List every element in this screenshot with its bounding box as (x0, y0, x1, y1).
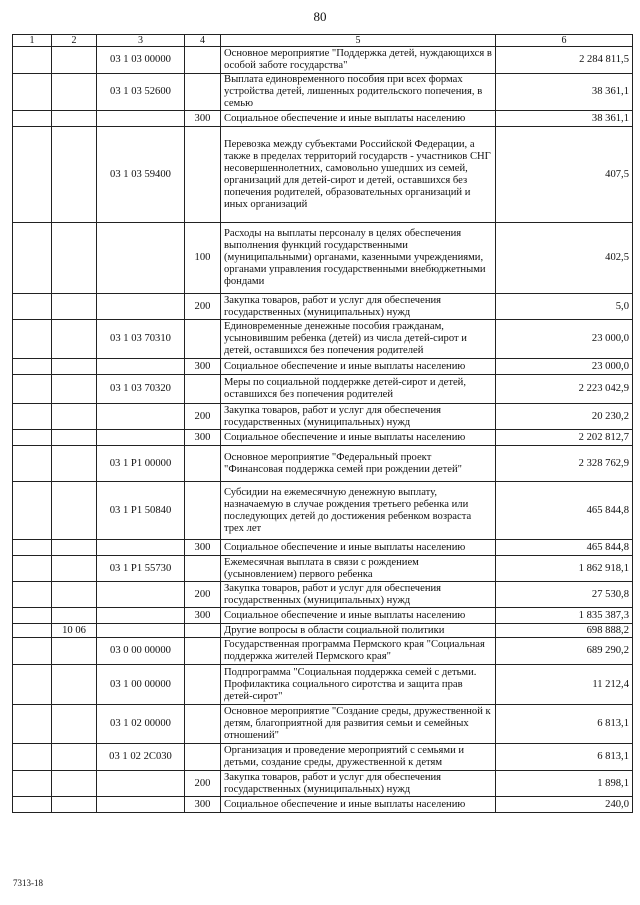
table-cell-col1 (13, 404, 52, 430)
table-cell-col1 (13, 223, 52, 294)
table-cell-description: Организация и проведение мероприятий с семьями и детьми, создание среды, дружественной к детям (221, 744, 496, 771)
table-cell-type (185, 47, 221, 74)
column-header: 4 (185, 35, 221, 47)
table-row (13, 556, 633, 582)
table-cell-type (185, 74, 221, 111)
table-cell-col1 (13, 556, 52, 582)
table-cell-amount: 2 284 811,5 (496, 47, 633, 74)
table-cell-col2 (52, 771, 97, 797)
table-cell-col2 (52, 404, 97, 430)
table-cell-code: 03 1 03 70310 (97, 320, 185, 359)
table-cell-type (185, 744, 221, 771)
table-cell-code (97, 111, 185, 127)
table-row (13, 665, 633, 705)
table-cell-col1 (13, 540, 52, 556)
table-cell-col1 (13, 446, 52, 482)
table-cell-amount: 5,0 (496, 294, 633, 320)
table-cell-type (185, 705, 221, 744)
table-cell-description: Закупка товаров, работ и услуг для обеспечения государственных (муниципальных) нужд (221, 582, 496, 608)
budget-table (12, 34, 633, 813)
table-cell-code: 03 0 00 00000 (97, 638, 185, 665)
column-header: 3 (97, 35, 185, 47)
table-cell-col2 (52, 797, 97, 813)
table-row (13, 430, 633, 446)
table-cell-col1 (13, 320, 52, 359)
table-cell-type (185, 446, 221, 482)
table-cell-col2 (52, 556, 97, 582)
table-cell-col2 (52, 638, 97, 665)
table-cell-description: Основное мероприятие "Федеральный проект "Финансовая поддержка семей при рождении детей" (221, 446, 496, 482)
table-cell-col1 (13, 359, 52, 375)
table-cell-type (185, 375, 221, 404)
table-cell-amount: 1 898,1 (496, 771, 633, 797)
table-cell-amount: 11 212,4 (496, 665, 633, 705)
table-cell-amount: 2 328 762,9 (496, 446, 633, 482)
table-cell-description: Основное мероприятие "Поддержка детей, нуждающихся в особой заботе государства" (221, 47, 496, 74)
table-cell-col2 (52, 127, 97, 223)
table-row (13, 638, 633, 665)
table-cell-code: 03 1 P1 00000 (97, 446, 185, 482)
table-cell-col1 (13, 608, 52, 624)
table-cell-col2 (52, 320, 97, 359)
table-cell-col1 (13, 771, 52, 797)
table-cell-col2 (52, 375, 97, 404)
table-row (13, 582, 633, 608)
table-cell-col1 (13, 47, 52, 74)
table-cell-amount: 23 000,0 (496, 320, 633, 359)
table-cell-type: 300 (185, 608, 221, 624)
table-row (13, 223, 633, 294)
table-cell-amount: 689 290,2 (496, 638, 633, 665)
table-cell-description: Социальное обеспечение и иные выплаты населению (221, 430, 496, 446)
table-cell-amount: 698 888,2 (496, 624, 633, 638)
table-cell-type: 300 (185, 111, 221, 127)
table-cell-col2 (52, 74, 97, 111)
table-cell-amount: 2 202 812,7 (496, 430, 633, 446)
table-cell-code (97, 294, 185, 320)
table-cell-amount: 402,5 (496, 223, 633, 294)
table-row (13, 797, 633, 813)
table-cell-col2: 10 06 (52, 624, 97, 638)
table-cell-col2 (52, 540, 97, 556)
table-cell-col2 (52, 446, 97, 482)
table-cell-type (185, 482, 221, 540)
table-row (13, 111, 633, 127)
table-cell-code: 03 1 00 00000 (97, 665, 185, 705)
table-cell-type (185, 320, 221, 359)
table-cell-code (97, 223, 185, 294)
column-header: 2 (52, 35, 97, 47)
column-header: 6 (496, 35, 633, 47)
table-cell-amount: 407,5 (496, 127, 633, 223)
table-cell-code: 03 1 P1 50840 (97, 482, 185, 540)
table-cell-col1 (13, 624, 52, 638)
table-cell-col1 (13, 797, 52, 813)
table-cell-description: Единовременные денежные пособия гражданам, усыновившим ребенка (детей) из числа детей-сирот и детей, оставшихся без попечения родителей (221, 320, 496, 359)
table-cell-amount: 38 361,1 (496, 111, 633, 127)
table-row (13, 127, 633, 223)
table-cell-col1 (13, 665, 52, 705)
table-cell-type: 200 (185, 582, 221, 608)
table-cell-amount: 465 844,8 (496, 540, 633, 556)
column-header: 1 (13, 35, 52, 47)
table-cell-description: Закупка товаров, работ и услуг для обеспечения государственных (муниципальных) нужд (221, 294, 496, 320)
table-header-row (13, 35, 633, 47)
table-cell-code: 03 1 03 52600 (97, 74, 185, 111)
table-cell-amount: 240,0 (496, 797, 633, 813)
table-cell-amount: 2 223 042,9 (496, 375, 633, 404)
table-cell-amount: 38 361,1 (496, 74, 633, 111)
table-cell-col1 (13, 74, 52, 111)
table-cell-description: Социальное обеспечение и иные выплаты населению (221, 111, 496, 127)
table-cell-col2 (52, 744, 97, 771)
table-cell-col1 (13, 375, 52, 404)
table-cell-description: Меры по социальной поддержке детей-сирот и детей, оставшихся без попечения родителей (221, 375, 496, 404)
table-cell-amount: 6 813,1 (496, 744, 633, 771)
table-cell-col1 (13, 127, 52, 223)
table-cell-col2 (52, 111, 97, 127)
column-header: 5 (221, 35, 496, 47)
table-cell-code: 03 1 03 70320 (97, 375, 185, 404)
table-cell-code: 03 1 P1 55730 (97, 556, 185, 582)
table-cell-type (185, 624, 221, 638)
table-cell-col1 (13, 482, 52, 540)
table-cell-code: 03 1 03 59400 (97, 127, 185, 223)
table-cell-col1 (13, 705, 52, 744)
table-cell-col2 (52, 608, 97, 624)
table-cell-description: Подпрограмма "Социальная поддержка семей с детьми. Профилактика социального сиротства и защита прав детей-сирот" (221, 665, 496, 705)
table-cell-amount: 465 844,8 (496, 482, 633, 540)
table-cell-type (185, 127, 221, 223)
table-cell-description: Закупка товаров, работ и услуг для обеспечения государственных (муниципальных) нужд (221, 404, 496, 430)
table-row (13, 375, 633, 404)
table-cell-description: Социальное обеспечение и иные выплаты населению (221, 797, 496, 813)
table-cell-col2 (52, 430, 97, 446)
table-cell-col2 (52, 665, 97, 705)
table-cell-description: Расходы на выплаты персоналу в целях обеспечения выполнения функций государственными (муниципальными) органами, казенными учреждениями, органами управления государственными внебюджетными фондами (221, 223, 496, 294)
table-row (13, 482, 633, 540)
table-cell-type: 300 (185, 359, 221, 375)
table-cell-amount: 1 835 387,3 (496, 608, 633, 624)
table-cell-code (97, 771, 185, 797)
table-cell-code (97, 624, 185, 638)
page-number: 80 (313, 9, 327, 24)
table-cell-col1 (13, 638, 52, 665)
table-cell-col2 (52, 47, 97, 74)
table-cell-code (97, 540, 185, 556)
table-cell-description: Перевозка между субъектами Российской Федерации, а также в пределах территорий государств - участников СНГ несовершеннолетних, самовольно ушедших из семей, организаций для детей-сирот и детей, оставшихся без попечения родителей, образовательных организаций и иных организаций (221, 127, 496, 223)
table-cell-description: Выплата единовременного пособия при всех формах устройства детей, лишенных родительского попечения, в семью (221, 74, 496, 111)
table-cell-type: 200 (185, 294, 221, 320)
table-cell-col1 (13, 111, 52, 127)
table-row (13, 74, 633, 111)
table-row (13, 744, 633, 771)
table-cell-col1 (13, 744, 52, 771)
table-cell-amount: 27 530,8 (496, 582, 633, 608)
table-row (13, 705, 633, 744)
table-row (13, 294, 633, 320)
table-cell-description: Социальное обеспечение и иные выплаты населению (221, 608, 496, 624)
table-row (13, 320, 633, 359)
table-row (13, 608, 633, 624)
table-cell-code: 03 1 02 00000 (97, 705, 185, 744)
table-cell-code (97, 359, 185, 375)
table-cell-col1 (13, 430, 52, 446)
table-cell-type: 300 (185, 797, 221, 813)
table-cell-type (185, 556, 221, 582)
table-cell-code: 03 1 03 00000 (97, 47, 185, 74)
table-cell-code (97, 582, 185, 608)
table-cell-amount: 6 813,1 (496, 705, 633, 744)
table-cell-description: Основное мероприятие "Создание среды, дружественной к детям, благоприятной для развития семьи и семейных отношений" (221, 705, 496, 744)
table-cell-code (97, 430, 185, 446)
table-cell-col2 (52, 705, 97, 744)
table-cell-description: Субсидии на ежемесячную денежную выплату, назначаемую в случае рождения третьего ребенка или последующих детей до достижения ребенком возраста трех лет (221, 482, 496, 540)
table-cell-description: Другие вопросы в области социальной политики (221, 624, 496, 638)
table-row (13, 446, 633, 482)
table-cell-col2 (52, 582, 97, 608)
table-cell-amount: 23 000,0 (496, 359, 633, 375)
table-cell-description: Государственная программа Пермского края "Социальная поддержка жителей Пермского края" (221, 638, 496, 665)
table-cell-type: 100 (185, 223, 221, 294)
table-cell-col2 (52, 482, 97, 540)
table-cell-description: Закупка товаров, работ и услуг для обеспечения государственных (муниципальных) нужд (221, 771, 496, 797)
table-cell-col2 (52, 223, 97, 294)
table-cell-type: 300 (185, 540, 221, 556)
table-row (13, 624, 633, 638)
table-cell-description: Социальное обеспечение и иные выплаты населению (221, 359, 496, 375)
table-row (13, 771, 633, 797)
table-cell-col1 (13, 582, 52, 608)
table-cell-code (97, 608, 185, 624)
table-row (13, 404, 633, 430)
table-row (13, 359, 633, 375)
table-cell-type: 200 (185, 404, 221, 430)
table-cell-description: Ежемесячная выплата в связи с рождением (усыновлением) первого ребенка (221, 556, 496, 582)
table-cell-type (185, 638, 221, 665)
table-cell-description: Социальное обеспечение и иные выплаты населению (221, 540, 496, 556)
document-code: 7313-18 (13, 878, 43, 888)
table-cell-amount: 20 230,2 (496, 404, 633, 430)
table-row (13, 540, 633, 556)
table-cell-code: 03 1 02 2C030 (97, 744, 185, 771)
table-cell-code (97, 797, 185, 813)
table-cell-col2 (52, 359, 97, 375)
table-cell-type: 200 (185, 771, 221, 797)
table-row (13, 47, 633, 74)
table-cell-amount: 1 862 918,1 (496, 556, 633, 582)
table-cell-col2 (52, 294, 97, 320)
table-cell-type (185, 665, 221, 705)
table-cell-type: 300 (185, 430, 221, 446)
table-cell-col1 (13, 294, 52, 320)
table-cell-code (97, 404, 185, 430)
